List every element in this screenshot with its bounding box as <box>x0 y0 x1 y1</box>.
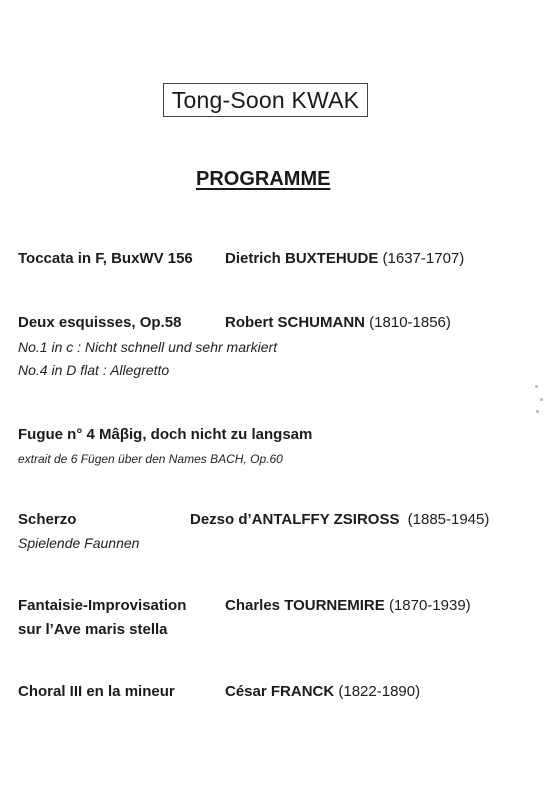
work-title: Choral III en la mineur <box>18 683 175 700</box>
composer-dates: (1870-1939) <box>388 597 471 614</box>
work-title: Scherzo <box>18 511 77 528</box>
work-subtitle: No.1 in c : Nicht schnell und sehr markiert <box>18 339 278 355</box>
performer-name-box <box>163 83 368 117</box>
composer-dates: (1822-1890) <box>338 683 421 700</box>
composer-dates: (1637-1707) <box>382 250 465 267</box>
composer <box>225 250 464 267</box>
composer <box>190 511 489 528</box>
composer-name: Robert SCHUMANN <box>225 314 365 331</box>
composer-name: César FRANCK <box>225 683 335 700</box>
work-title-line2: sur l’Ave maris stella <box>18 621 168 638</box>
composer-dates: (1885-1945) <box>407 511 490 528</box>
scan-speck <box>536 410 539 413</box>
performer-name: Tong-Soon KWAK <box>171 86 360 113</box>
programme-heading: PROGRAMME <box>196 168 331 190</box>
work-title: Fugue n° 4 Mâβig, doch nicht zu langsam <box>18 426 313 443</box>
composer <box>225 314 451 331</box>
scan-speck <box>540 398 543 401</box>
composer-name: Dietrich BUXTEHUDE <box>225 250 379 267</box>
work-title: Deux esquisses, Op.58 <box>18 314 182 331</box>
composer-name: Dezso d’ANTALFFY ZSIROSS <box>190 511 400 528</box>
work-subtitle: No.4 in D flat : Allegretto <box>18 362 170 378</box>
work-subtitle: extrait de 6 Fügen über den Names BACH, Op.60 <box>18 452 283 466</box>
work-subtitle: Spielende Faunnen <box>18 535 140 551</box>
work-title: Toccata in F, BuxWV 156 <box>18 250 193 267</box>
composer <box>225 683 420 700</box>
composer <box>225 597 471 614</box>
work-title: Fantaisie-Improvisation <box>18 597 187 614</box>
composer-name: Charles TOURNEMIRE <box>225 597 385 614</box>
scan-speck <box>535 385 538 388</box>
composer-dates: (1810-1856) <box>369 314 451 331</box>
